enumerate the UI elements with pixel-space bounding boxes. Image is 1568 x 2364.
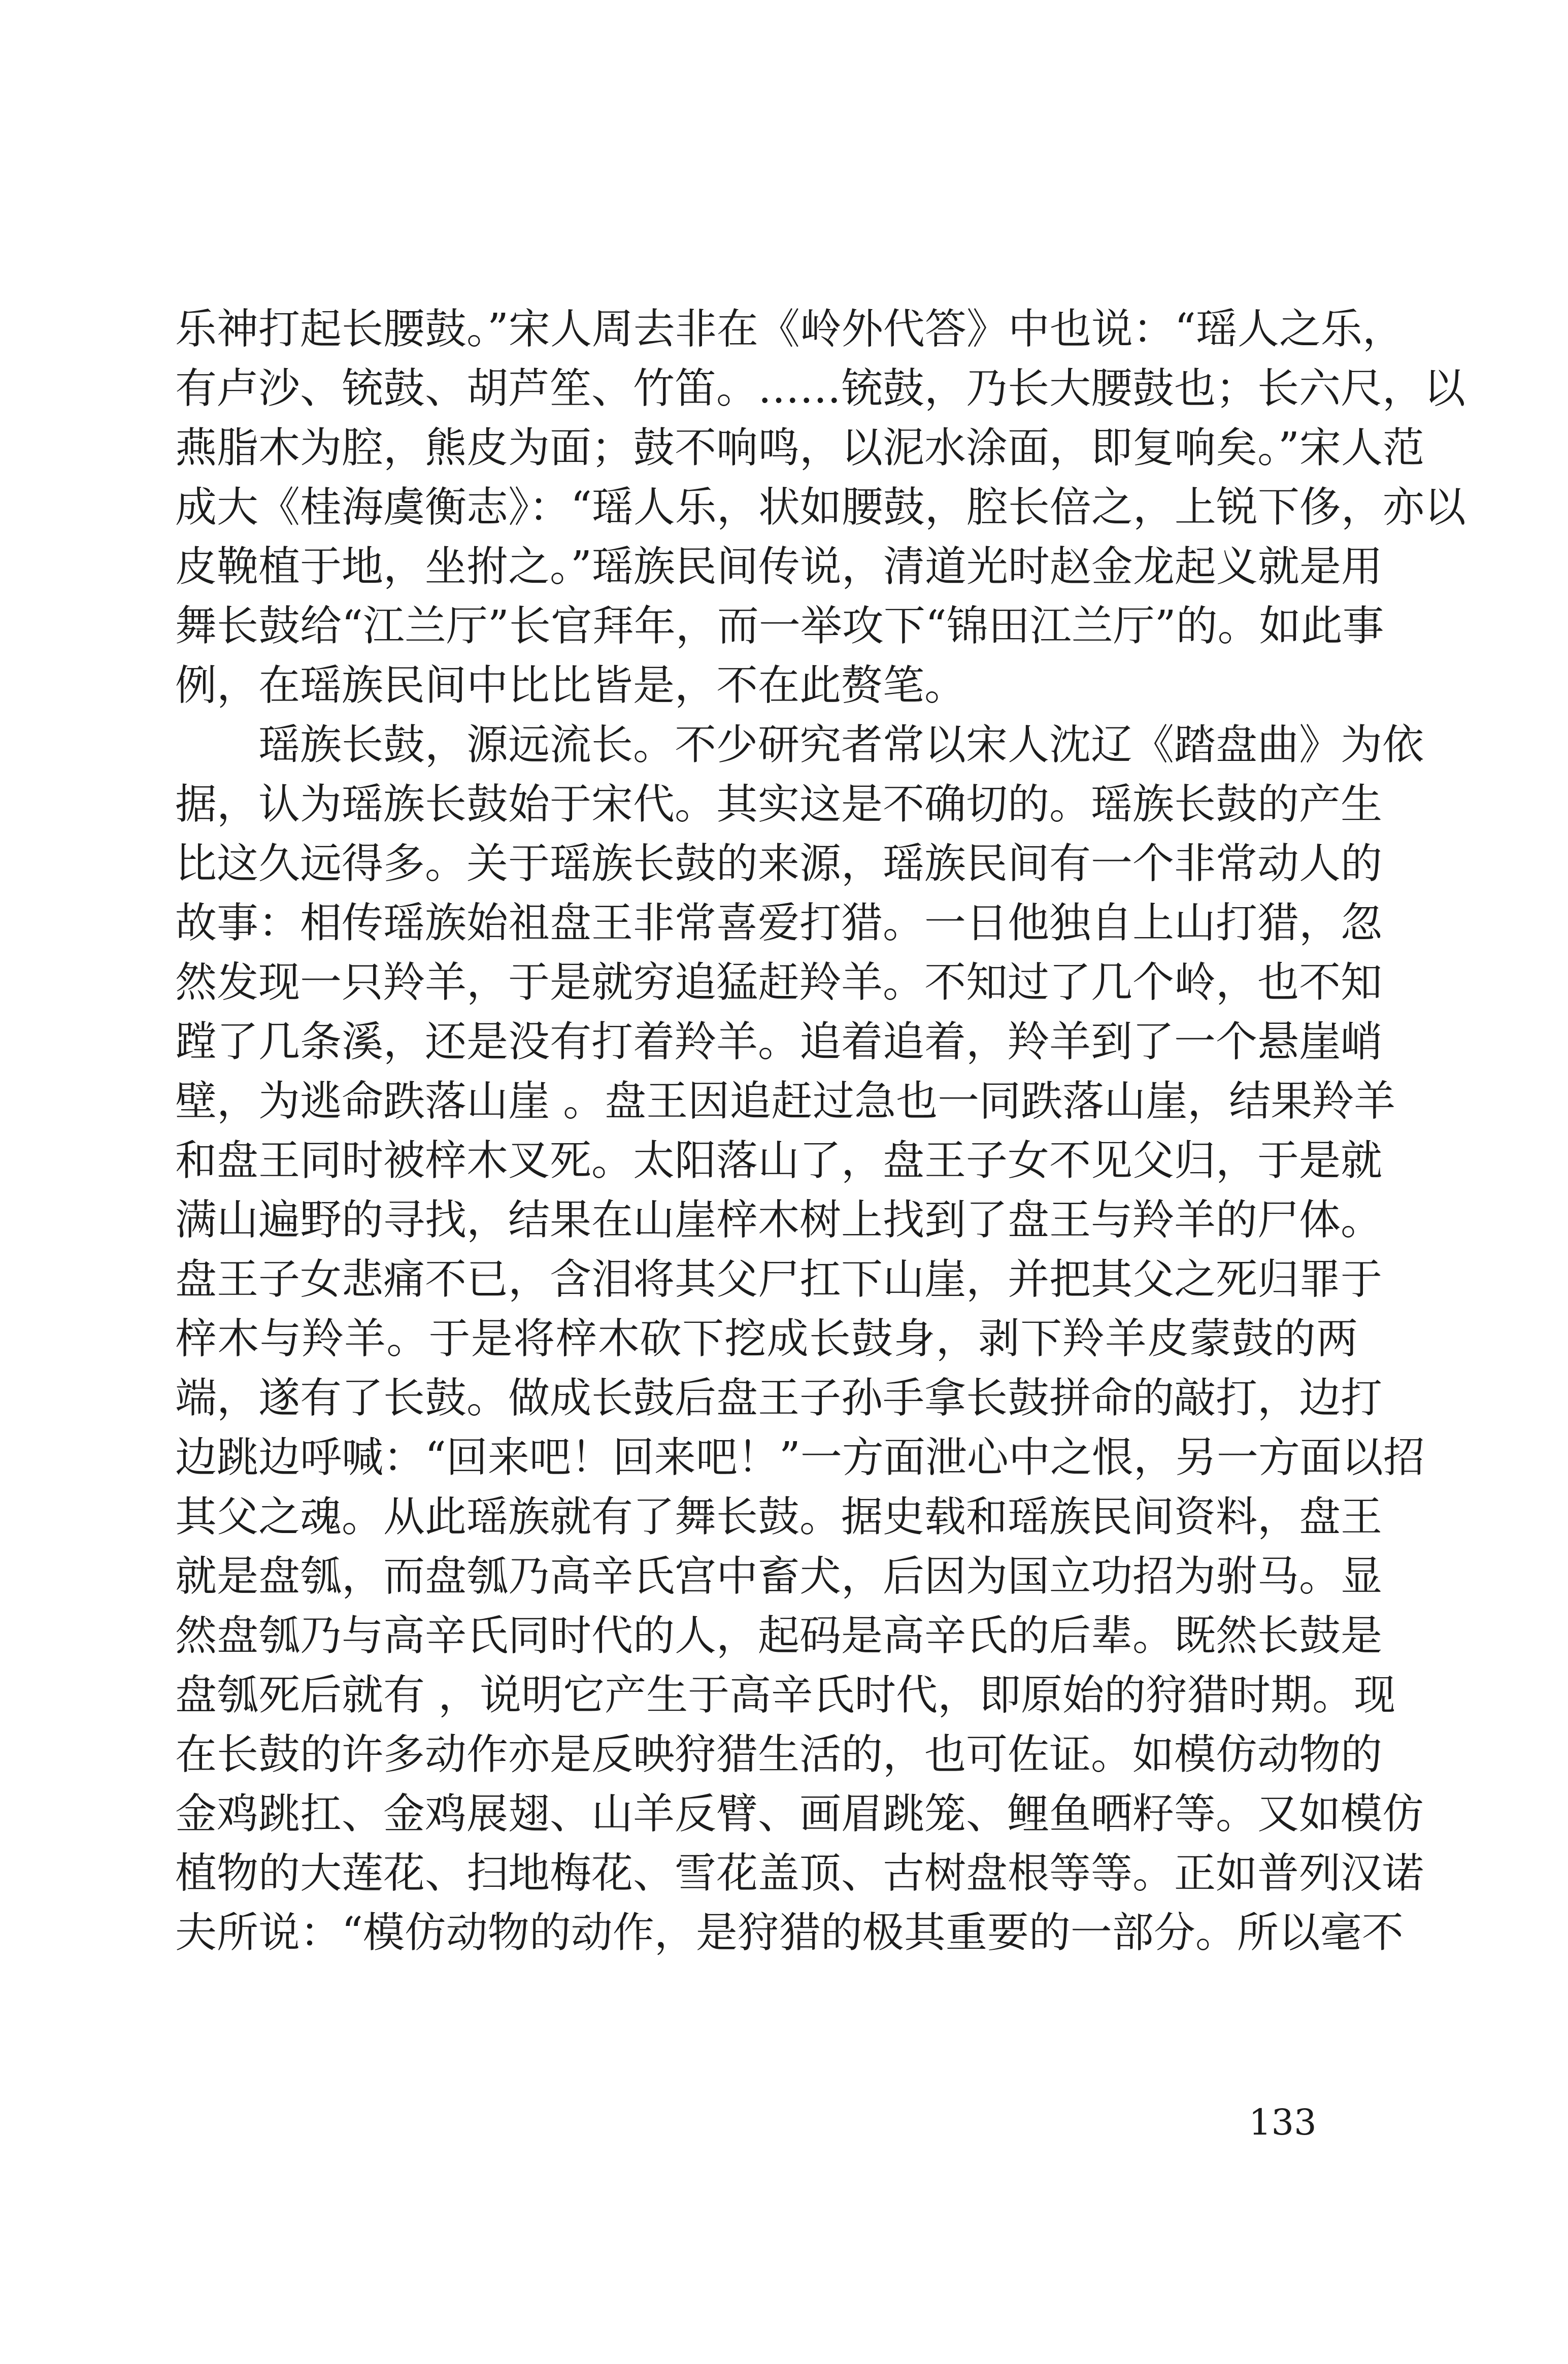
text-line: 边跳边呼喊：“回来吧！回来吧！”一方面泄心中之恨，另一方面以招 xyxy=(175,1434,1425,1482)
text-line: 在长鼓的许多动作亦是反映狩猎生活的，也可佐证。如模仿动物的 xyxy=(175,1730,1383,1779)
text-line: 瑶族长鼓，源远流长。不少研究者常以宋人沈辽《踏盘曲》为依 xyxy=(258,721,1424,769)
text-line: 蹚了几条溪，还是没有打着羚羊。追着追着，羚羊到了一个悬崖峭 xyxy=(175,1018,1383,1066)
text-line: 燕脂木为腔，熊皮为面；鼓不响鸣，以泥水涂面，即复响矣。”宋人范 xyxy=(175,424,1424,472)
text-line: 据，认为瑶族长鼓始于宋代。其实这是不确切的。瑶族长鼓的产生 xyxy=(175,780,1383,828)
text-line: 然发现一只羚羊，于是就穷追猛赶羚羊。不知过了几个岭，也不知 xyxy=(175,958,1383,1007)
text-line: 然盘瓠乃与高辛氏同时代的人，起码是高辛氏的后辈。既然长鼓是 xyxy=(175,1612,1383,1660)
text-line: 和盘王同时被梓木叉死。太阳落山了，盘王子女不见父归，于是就 xyxy=(175,1137,1383,1185)
page-number: 133 xyxy=(1249,2102,1317,2143)
text-line: 故事：相传瑶族始祖盘王非常喜爱打猎。一日他独自上山打猎，忽 xyxy=(175,899,1383,947)
text-line: 盘王子女悲痛不已，含泪将其父尸扛下山崖，并把其父之死归罪于 xyxy=(175,1255,1383,1304)
text-line: 壁，为逃命跌落山崖 。盘王因追赶过急也一同跌落山崖，结果羚羊 xyxy=(175,1077,1396,1125)
text-line: 金鸡跳扛、金鸡展翅、山羊反臂、画眉跳笼、鲤鱼晒籽等。又如模仿 xyxy=(175,1790,1424,1838)
text-line: 盘瓠死后就有 ，说明它产生于高辛氏时代，即原始的狩猎时期。现 xyxy=(175,1671,1396,1719)
text-line: 乐神打起长腰鼓。”宋人周去非在《岭外代答》中也说：“瑶人之乐， xyxy=(175,305,1404,353)
text-line: 比这久远得多。关于瑶族长鼓的来源，瑶族民间有一个非常动人的 xyxy=(175,840,1383,888)
text-line: 梓木与羚羊。于是将梓木砍下挖成长鼓身，剥下羚羊皮蒙鼓的两 xyxy=(175,1315,1358,1363)
text-line: 端，遂有了长鼓。做成长鼓后盘王子孙手拿长鼓拼命的敲打，边打 xyxy=(175,1374,1383,1422)
text-line: 植物的大莲花、扫地梅花、雪花盖顶、古树盘根等等。正如普列汉诺 xyxy=(175,1849,1424,1897)
paragraph-1 xyxy=(175,299,1466,715)
paragraph-2 xyxy=(175,715,1425,1962)
text-line: 成大《桂海虞衡志》：“瑶人乐，状如腰鼓，腔长倍之，上锐下侈，亦以 xyxy=(175,483,1466,531)
text-line: 有卢沙、铳鼓、胡芦笙、竹笛。……铳鼓，乃长大腰鼓也；长六尺，以 xyxy=(175,364,1466,413)
text-line: 其父之魂。从此瑶族就有了舞长鼓。据史载和瑶族民间资料，盘王 xyxy=(175,1493,1383,1541)
text-line: 例，在瑶族民间中比比皆是，不在此赘笔。 xyxy=(175,661,966,710)
text-line: 皮鞔植于地，坐拊之。”瑶族民间传说，清道光时赵金龙起义就是用 xyxy=(175,543,1383,591)
text-line: 满山遍野的寻找，结果在山崖梓木树上找到了盘王与羚羊的尸体。 xyxy=(175,1196,1383,1244)
text-line: 夫所说：“模仿动物的动作，是狩猎的极其重要的一部分。所以毫不 xyxy=(175,1909,1404,1957)
text-line: 就是盘瓠，而盘瓠乃高辛氏宫中畜犬，后因为国立功招为驸马。显 xyxy=(175,1552,1383,1601)
text-line: 舞长鼓给“江兰厅”长官拜年，而一举攻下“锦田江兰厅”的。如此事 xyxy=(175,602,1384,650)
body-text xyxy=(175,299,1466,1962)
